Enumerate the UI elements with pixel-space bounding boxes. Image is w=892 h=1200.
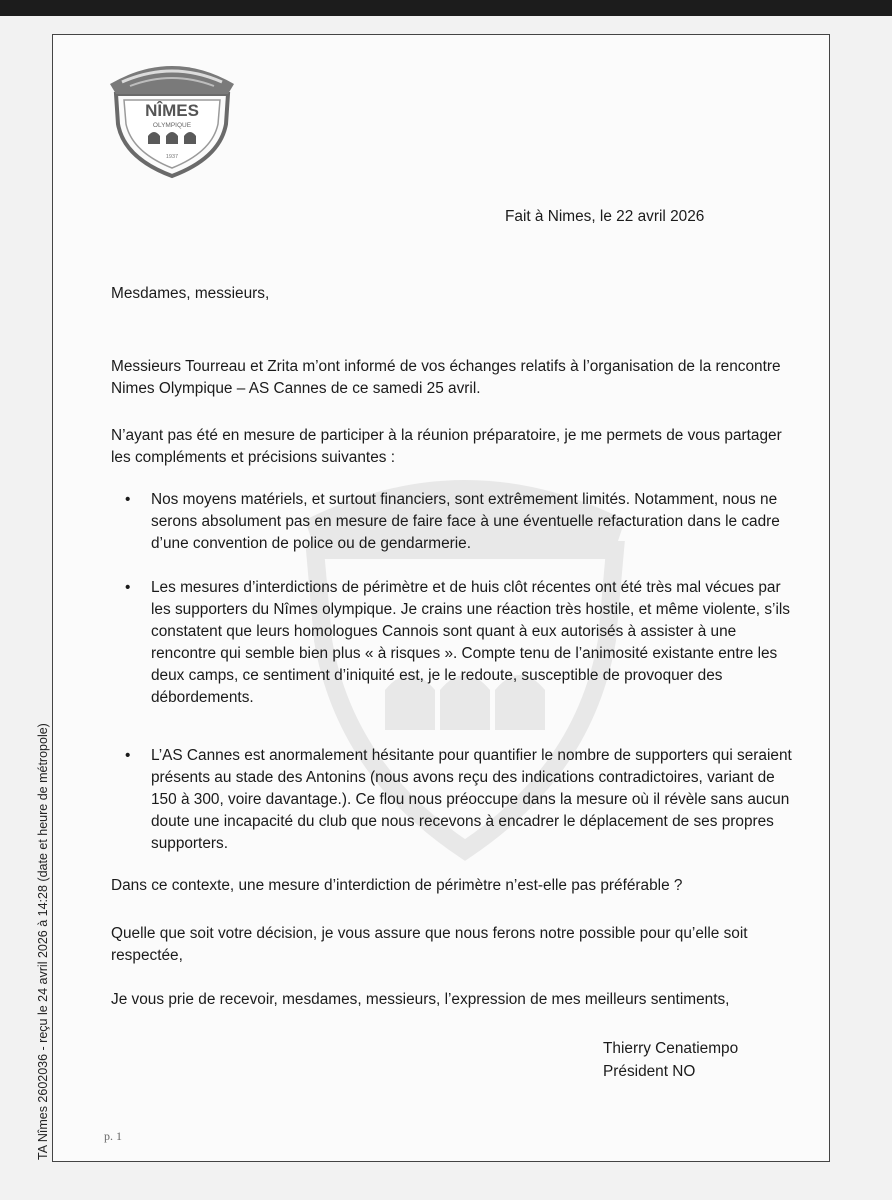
logo-year: 1937 (165, 154, 179, 160)
signature-title: Président NO (603, 1063, 696, 1080)
paragraph-intro: Messieurs Tourreau et Zrita m’ont informé de vos échanges relatifs à l’organisation de la rencontre Nimes Olympique – AS Cannes de ce samedi 25 avril. (111, 358, 781, 397)
bullet-item-finances (125, 489, 795, 555)
reception-stamp: TA Nîmes 2602036 - reçu le 24 avril 2026 à 14:28 (date et heure de métropole) (36, 723, 50, 1160)
bullet-item-as-cannes (125, 745, 795, 855)
greeting: Mesdames, messieurs, (111, 285, 270, 302)
bullet-icon: • (125, 747, 131, 764)
page-number: p. 1 (104, 1129, 122, 1143)
signature-name: Thierry Cenatiempo (603, 1040, 739, 1057)
bullet-text: Les mesures d’interdictions de périmètre et de huis clôt récentes ont été très mal vécues par les supporters du Nîmes olympique. Je crains une réaction très hostile, et même violente, s’ils constatent que leurs homologues Cannois sont quant à eux autorisés à assister à une rencontre qui semble bien plus « à risques ». Compte tenu de l’animosité existante entre les deux camps, ce sentiment d’iniquité est, je le redoute, susceptible de provoquer des débordements. (151, 579, 790, 706)
bullet-icon: • (125, 491, 131, 508)
date-line: Fait à Nimes, le 22 avril 2026 (505, 208, 705, 225)
logo-club-name: NÎMES (145, 101, 199, 120)
bullet-item-supporters (125, 577, 795, 709)
nimes-olympique-logo (104, 54, 240, 180)
paragraph-assurance: Quelle que soit votre décision, je vous assure que nous ferons notre possible pour qu’elle soit respectée, (111, 925, 748, 964)
bullet-text: L’AS Cannes est anormalement hésitante pour quantifier le nombre de supporters qui seraient présents au stade des Antonins (nous avons reçu des indications contradictoires, variant de 150 à 300, voire davantage.). Ce flou nous préoccupe dans la mesure où il révèle sans aucun doute une incapacité du club que nous recevons à encadrer le déplacement de ses propres supporters. (151, 747, 792, 852)
top-bar (0, 0, 892, 16)
paragraph-context: N’ayant pas été en mesure de participer à la réunion préparatoire, je me permets de vous partager les compléments et précisions suivantes : (111, 427, 782, 466)
logo-subtitle: OLYMPIQUE (152, 122, 192, 129)
bullet-text: Nos moyens matériels, et surtout financiers, sont extrêmement limités. Notamment, nous ne serons absolument pas en mesure de faire face à une éventuelle refacturation dans le cadre d’une convention de police ou de gendarmerie. (151, 491, 780, 552)
closing-formula: Je vous prie de recevoir, mesdames, messieurs, l’expression de mes meilleurs sentiments, (111, 991, 730, 1008)
bullet-icon: • (125, 579, 131, 596)
paragraph-question: Dans ce contexte, une mesure d’interdiction de périmètre n’est-elle pas préférable ? (111, 877, 683, 894)
